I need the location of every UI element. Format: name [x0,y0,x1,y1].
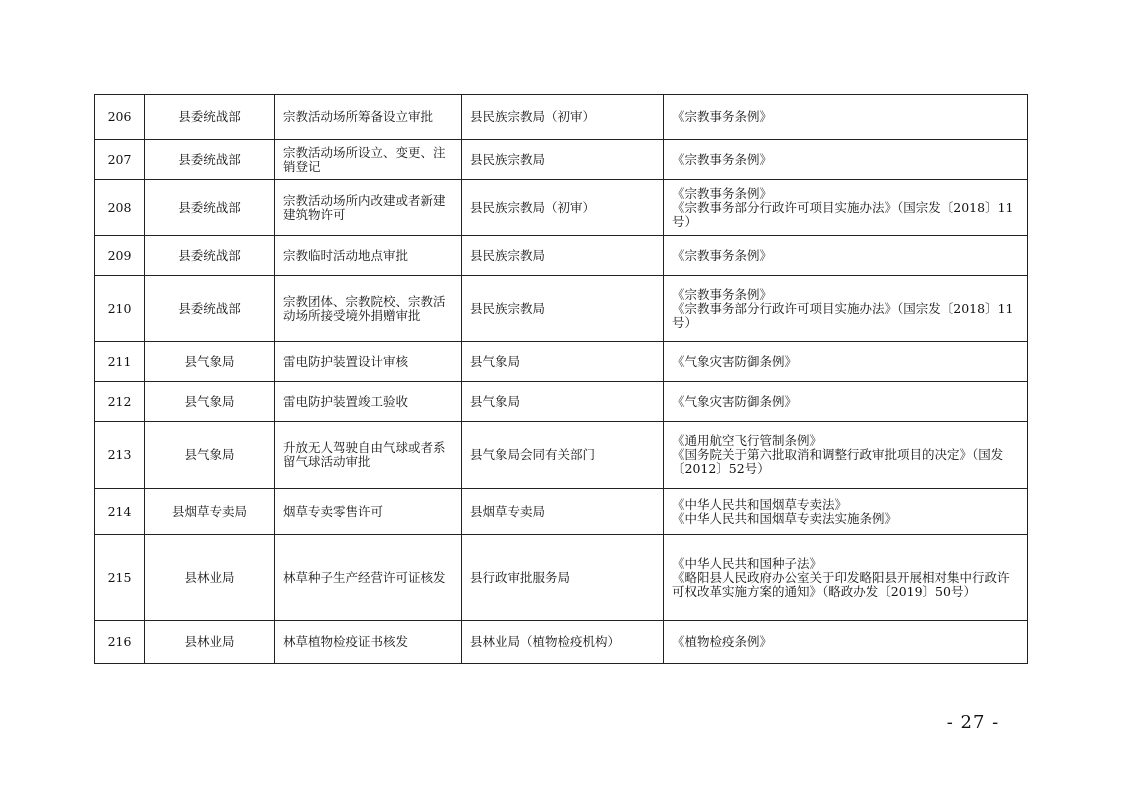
table-row [95,621,1028,664]
legal-basis-cell: 《中华人民共和国烟草专卖法》 《中华人民共和国烟草专卖法实施条例》 [664,489,1028,535]
row-number: 209 [95,236,145,276]
implementing-org-cell: 县民族宗教局 [462,236,664,276]
table-row [95,140,1028,180]
implementing-org-cell: 县气象局 [462,342,664,382]
row-number: 213 [95,422,145,489]
legal-basis-cell: 《宗教事务条例》 《宗教事务部分行政许可项目实施办法》（国宗发〔2018〕11号） [664,276,1028,342]
department-cell: 县委统战部 [145,180,275,236]
table-body [95,95,1028,664]
legal-basis-cell: 《宗教事务条例》 [664,140,1028,180]
department-cell: 县委统战部 [145,236,275,276]
item-name-cell: 烟草专卖零售许可 [275,489,462,535]
row-number: 214 [95,489,145,535]
implementing-org-cell: 县民族宗教局 [462,276,664,342]
legal-basis-cell: 《宗教事务条例》 [664,95,1028,140]
page-number: - 27 - [946,712,1000,733]
row-number: 207 [95,140,145,180]
row-number: 216 [95,621,145,664]
table-row [95,276,1028,342]
legal-basis-cell: 《气象灾害防御条例》 [664,382,1028,422]
item-name-cell: 林草植物检疫证书核发 [275,621,462,664]
legal-basis-cell: 《中华人民共和国种子法》 《略阳县人民政府办公室关于印发略阳县开展相对集中行政许可权改革实施方案的通知》（略政办发〔2019〕50号） [664,535,1028,621]
department-cell: 县委统战部 [145,276,275,342]
approval-items-table [94,94,1028,664]
row-number: 215 [95,535,145,621]
department-cell: 县委统战部 [145,140,275,180]
row-number: 210 [95,276,145,342]
item-name-cell: 升放无人驾驶自由气球或者系留气球活动审批 [275,422,462,489]
table-row [95,95,1028,140]
table-row [95,236,1028,276]
table-row [95,342,1028,382]
item-name-cell: 宗教活动场所筹备设立审批 [275,95,462,140]
implementing-org-cell: 县民族宗教局 [462,140,664,180]
item-name-cell: 林草种子生产经营许可证核发 [275,535,462,621]
legal-basis-cell: 《植物检疫条例》 [664,621,1028,664]
row-number: 208 [95,180,145,236]
row-number: 206 [95,95,145,140]
row-number: 211 [95,342,145,382]
legal-basis-cell: 《宗教事务条例》 《宗教事务部分行政许可项目实施办法》（国宗发〔2018〕11号） [664,180,1028,236]
department-cell: 县林业局 [145,621,275,664]
legal-basis-cell: 《气象灾害防御条例》 [664,342,1028,382]
implementing-org-cell: 县行政审批服务局 [462,535,664,621]
department-cell: 县烟草专卖局 [145,489,275,535]
implementing-org-cell: 县民族宗教局（初审） [462,95,664,140]
table-row [95,422,1028,489]
department-cell: 县气象局 [145,422,275,489]
row-number: 212 [95,382,145,422]
table-row [95,382,1028,422]
department-cell: 县林业局 [145,535,275,621]
legal-basis-cell: 《通用航空飞行管制条例》 《国务院关于第六批取消和调整行政审批项目的决定》（国发〔2012〕52号） [664,422,1028,489]
item-name-cell: 雷电防护装置竣工验收 [275,382,462,422]
table-row [95,489,1028,535]
implementing-org-cell: 县民族宗教局（初审） [462,180,664,236]
department-cell: 县气象局 [145,382,275,422]
implementing-org-cell: 县烟草专卖局 [462,489,664,535]
table-row [95,180,1028,236]
implementing-org-cell: 县林业局（植物检疫机构） [462,621,664,664]
item-name-cell: 宗教活动场所设立、变更、注销登记 [275,140,462,180]
department-cell: 县气象局 [145,342,275,382]
implementing-org-cell: 县气象局会同有关部门 [462,422,664,489]
item-name-cell: 宗教团体、宗教院校、宗教活动场所接受境外捐赠审批 [275,276,462,342]
item-name-cell: 雷电防护装置设计审核 [275,342,462,382]
legal-basis-cell: 《宗教事务条例》 [664,236,1028,276]
item-name-cell: 宗教临时活动地点审批 [275,236,462,276]
table-row [95,535,1028,621]
implementing-org-cell: 县气象局 [462,382,664,422]
department-cell: 县委统战部 [145,95,275,140]
item-name-cell: 宗教活动场所内改建或者新建建筑物许可 [275,180,462,236]
